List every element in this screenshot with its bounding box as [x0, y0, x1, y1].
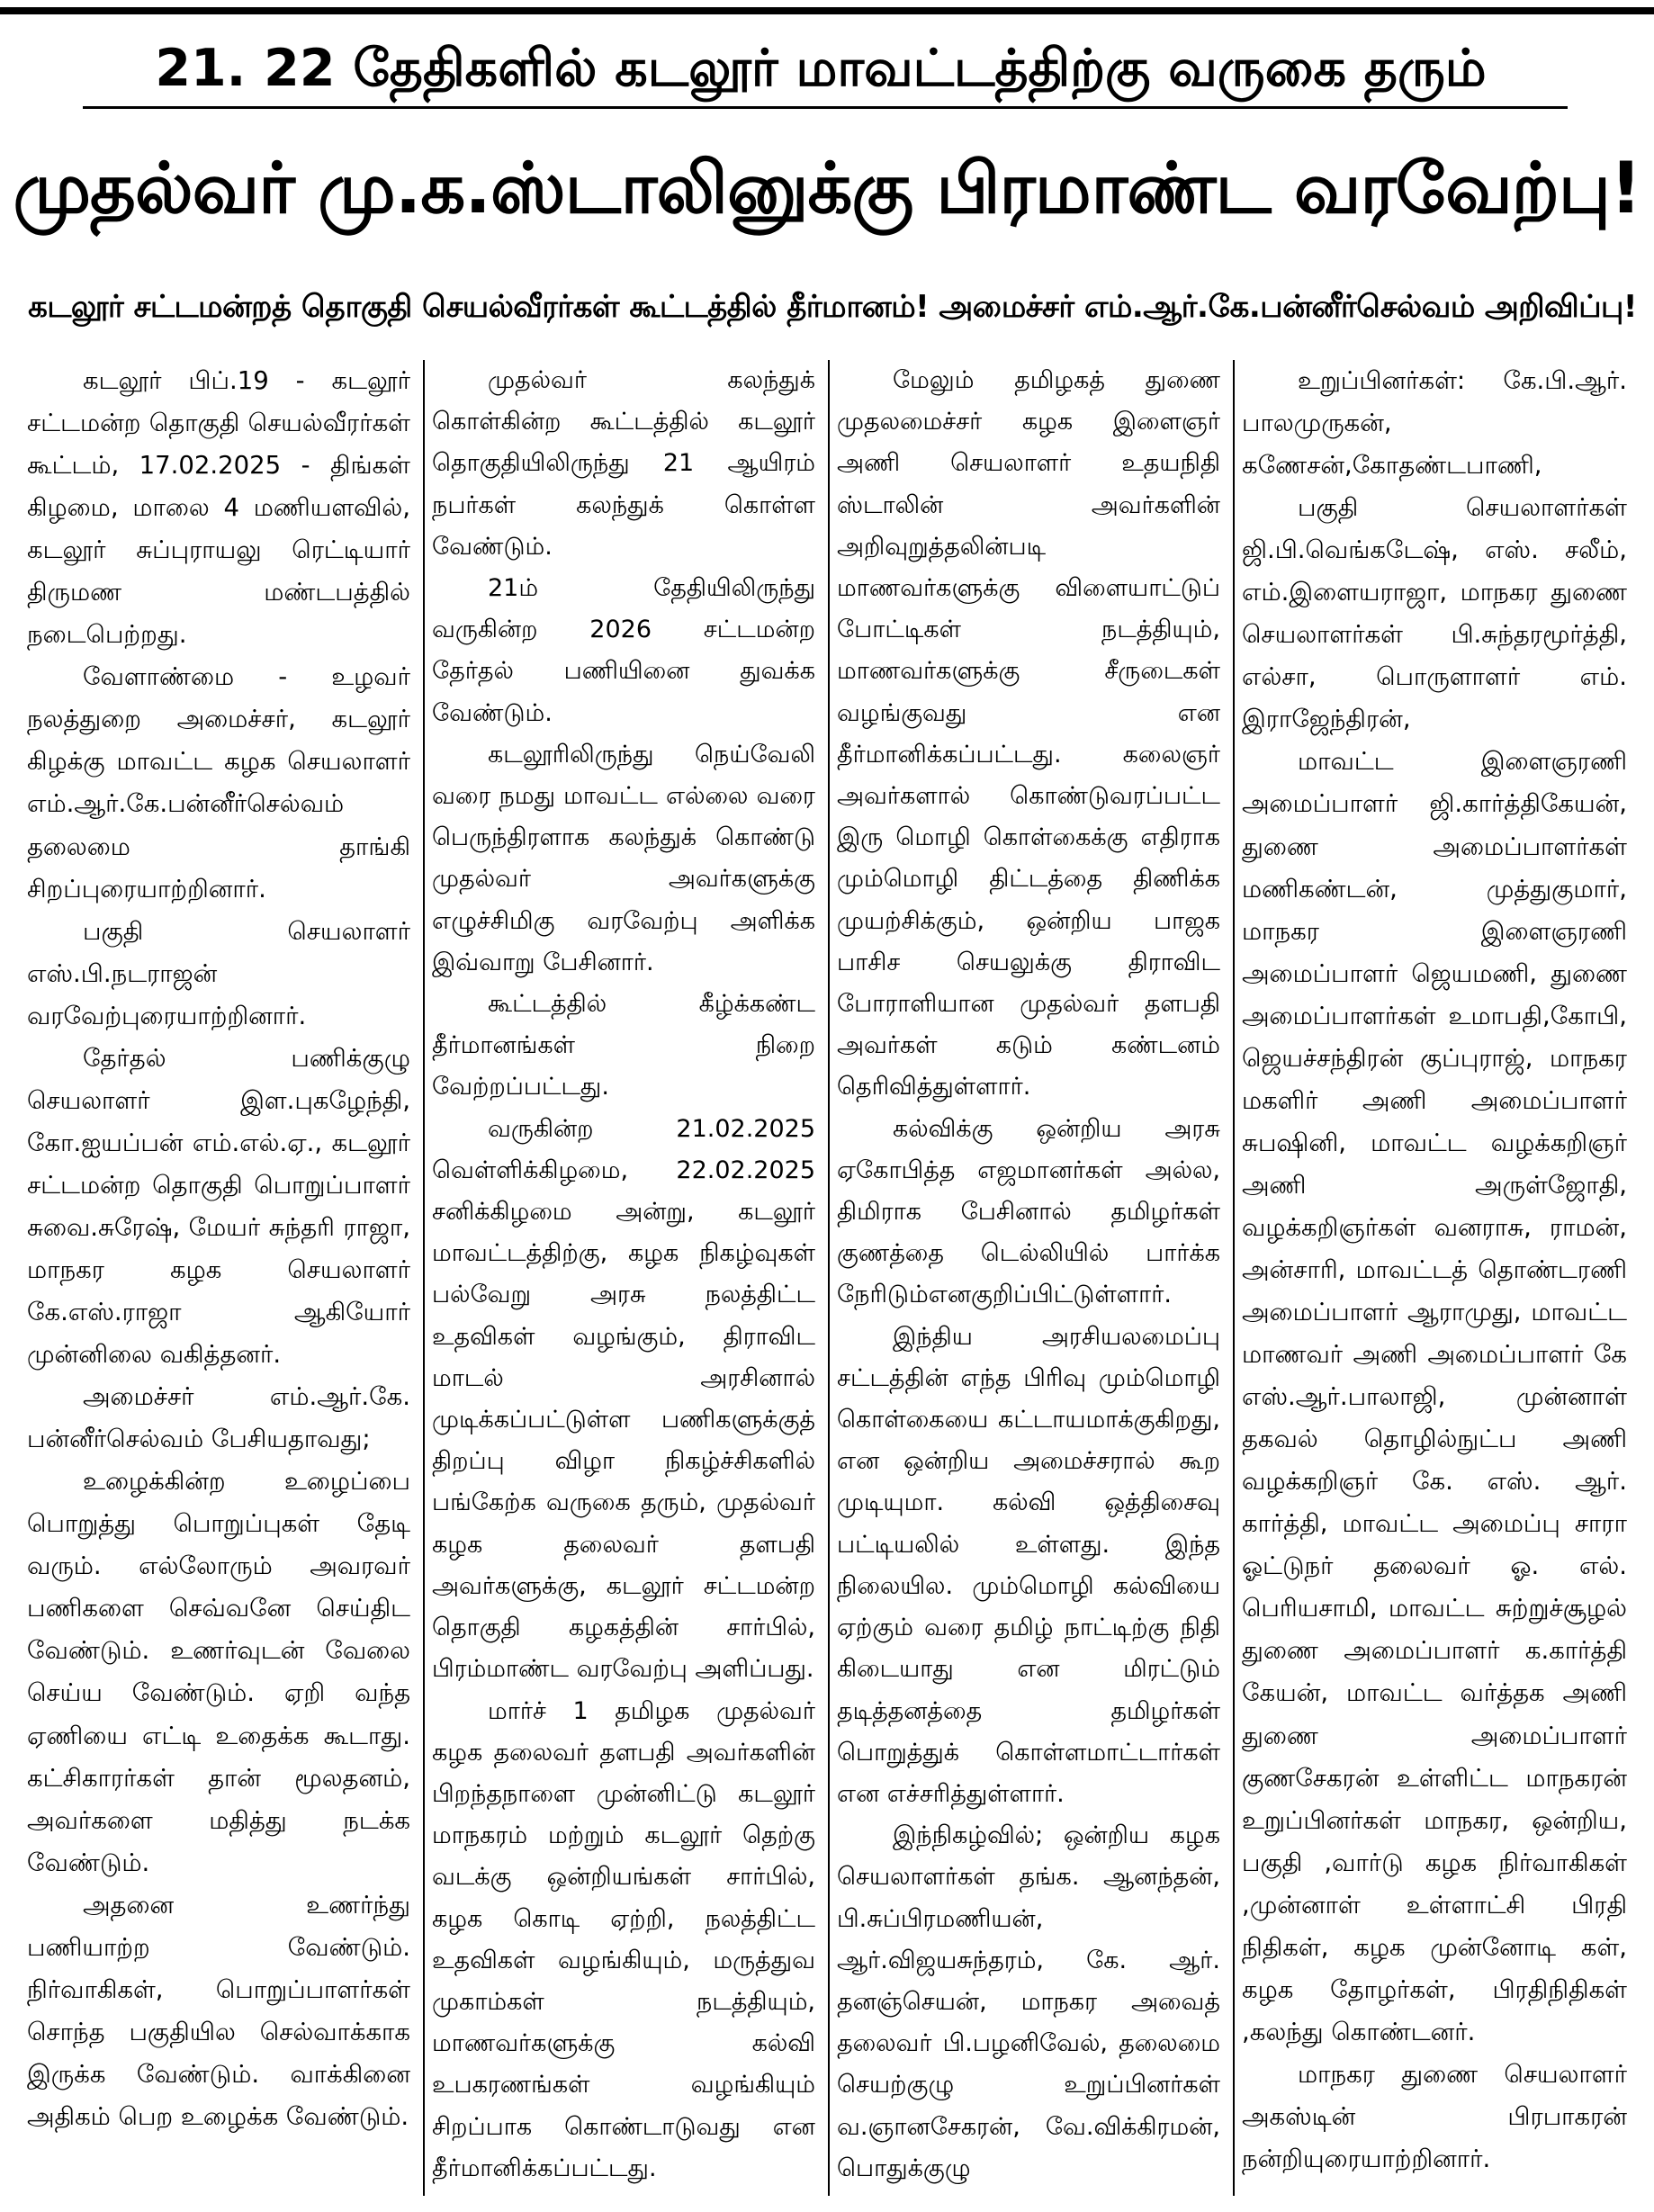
paragraph: மாவட்ட இளைஞரணி அமைப்பாளர் ஜி.கார்த்திகேயன், துணை அமைப்பாளர்கள் மணிகண்டன், முத்துகுமார், மாநகர இளைஞரணி அமைப்பாளர் ஜெயமணி, துணை அமைப்பாளர்கள் உமாபதி,கோபி, ஜெயச்சந்திரன் குப்புராஜ், மாநகர மகளிர் அணி அமைப்பாளர் சுபஷினி, மாவட்ட வழக்கறிஞர் அணி அருள்ஜோதி, வழக்கறிஞர்கள் வனராசு, ராமன், அன்சாரி, மாவட்டத் தொண்டரணி அமைப்பாளர் ஆராமுது, மாவட்ட மாணவர் அணி அமைப்பாளர் கே எஸ்.ஆர்.பாலாஜி, முன்னாள் தகவல் தொழில்நுட்ப அணி வழக்கறிஞர் கே. எஸ். ஆர். கார்த்தி, மாவட்ட அமைப்பு சாரா ஓட்டுநர் தலைவர் ஓ. எல். பெரியசாமி, மாவட்ட சுற்றுச்சூழல் துணை அமைப்பாளர் க.கார்த்தி கேயன், மாவட்ட வர்த்தக அணி துணை அமைப்பாளர் குணசேகரன் உள்ளிட்ட மாநகரன் உறுப்பினர்கள் மாநகர, ஒன்றிய, பகுதி ,வார்டு கழக நிர்வாகிகள் ,முன்னாள் உள்ளாட்சி பிரதி நிதிகள், கழக முன்னோடி கள், கழக தோழர்கள், பிரதிநிதிகள் ,கலந்து கொண்டனர். — [1242, 747, 1627, 2046]
paragraph: அமைச்சர் எம்.ஆர்.கே. பன்னீர்செல்வம் பேசியதாவது; — [27, 1382, 410, 1454]
paragraph: மாநகர துணை செயலாளர் அகஸ்டின் பிரபாகரன் நன்றியுரையாற்றினார். — [1242, 2059, 1627, 2173]
paragraph: உழைக்கின்ற உழைப்பை பொறுத்து பொறுப்புகள் தேடி வரும். எல்லோரும் அவரவர் பணிகளை செவ்வனே செய்திட வேண்டும். உணர்வுடன் வேலை செய்ய வேண்டும். ஏறி வந்த ஏணியை எட்டி உதைக்க கூடாது. கட்சிகாரர்கள் தான் மூலதனம், அவர்களை மதித்து நடக்க வேண்டும். — [27, 1467, 410, 1877]
paragraph: வருகின்ற 21.02.2025 வெள்ளிக்கிழமை, 22.02.2025 சனிக்கிழமை அன்று, கடலூர் மாவட்டத்திற்கு, கழக நிகழ்வுகள் பல்வேறு அரசு நலத்திட்ட உதவிகள் வழங்கும், திராவிட மாடல் அரசினால் முடிக்கப்பட்டுள்ள பணிகளுக்குத் திறப்பு விழா நிகழ்ச்சிகளில் பங்கேற்க வருகை தரும், முதல்வர் கழக தலைவர் தளபதி அவர்களுக்கு, கடலூர் சட்டமன்ற தொகுதி கழகத்தின் சார்பில், பிரம்மாண்ட வரவேற்பு அளிப்பது. — [432, 1114, 815, 1684]
paragraph: மார்ச் 1 தமிழக முதல்வர் கழக தலைவர் தளபதி அவர்களின் பிறந்தநாளை முன்னிட்டு கடலூர் மாநகரம் மற்றும் கடலூர் தெற்கு வடக்கு ஒன்றியங்கள் சார்பில், கழக கொடி ஏற்றி, நலத்திட்ட உதவிகள் வழங்கியும், மருத்துவ முகாம்கள் நடத்தியும், மாணவர்களுக்கு கல்வி உபகரணங்கள் வழங்கியும் சிறப்பாக கொண்டாடுவது என தீர்மானிக்கப்பட்டது. — [432, 1696, 815, 2182]
paragraph: தேர்தல் பணிக்குழு செயலாளர் இள.புகழேந்தி, கோ.ஐயப்பன் எம்.எல்.ஏ., கடலூர் சட்டமன்ற தொகுதி பொறுப்பாளர் சுவை.சுரேஷ், மேயர் சுந்தரி ராஜா, மாநகர கழக செயலாளர் கே.எஸ்.ராஜா ஆகியோர் முன்னிலை வகித்தனர். — [27, 1043, 410, 1370]
paragraph: அதனை உணர்ந்து பணியாற்ற வேண்டும். நிர்வாகிகள், பொறுப்பாளர்கள் சொந்த பகுதியில செல்வாக்காக இருக்க வேண்டும். வாக்கினை அதிகம் பெற உழைக்க வேண்டும். — [27, 1890, 410, 2131]
paragraph: கடலூர் பிப்.19 - கடலூர் சட்டமன்ற தொகுதி செயல்வீரர்கள் கூட்டம், 17.02.2025 - திங்கள் கிழமை, மாலை 4 மணியளவில், கடலூர் சுப்புராயலு ரெட்டியார் திருமண மண்டபத்தில் நடைபெற்றது. — [27, 366, 410, 650]
paragraph: கல்விக்கு ஒன்றிய அரசு ஏகோபித்த எஜமானர்கள் அல்ல, திமிராக பேசினால் தமிழர்கள் குணத்தை டெல்லியில் பார்க்க நேரிடும்எனகுறிப்பிட்டுள்ளார். — [837, 1114, 1220, 1309]
article-column-4 — [1235, 360, 1640, 2196]
top-border-line — [0, 7, 1654, 14]
main-headline: முதல்வர் மு.க.ஸ்டாலினுக்கு பிரமாண்ட வரவேற்பு! — [13, 148, 1641, 229]
paragraph: கூட்டத்தில் கீழ்க்கண்ட தீர்மானங்கள் நிறை வேற்றப்பட்டது. — [432, 990, 815, 1102]
paragraph: இந்நிகழ்வில்; ஒன்றிய கழக செயலாளர்கள் தங்க. ஆனந்தன், பி.சுப்பிரமணியன், ஆர்.விஜயசுந்தரம், கே. ஆர். தனஞ்செயன், மாநகர அவைத் தலைவர் பி.பழனிவேல், தலைமை செயற்குழு உறுப்பினர்கள் வ.ஞானசேகரன், வே.விக்கிரமன், பொதுக்குழு — [837, 1821, 1220, 2182]
paragraph: கடலூரிலிருந்து நெய்வேலி வரை நமது மாவட்ட எல்லை வரை பெருந்திரளாக கலந்துக் கொண்டு முதல்வர் அவர்களுக்கு எழுச்சிமிகு வரவேற்பு அளிக்க இவ்வாறு பேசினார். — [432, 740, 815, 976]
kicker-headline: 21. 22 தேதிகளில் கடலூர் மாவட்டத்திற்கு வருகை தரும் — [155, 39, 1487, 98]
paragraph: இந்திய அரசியலமைப்பு சட்டத்தின் எந்த பிரிவு மும்மொழி கொள்கையை கட்டாயமாக்குகிறது, என ஒன்றிய அமைச்சரால் கூற முடியுமா. கல்வி ஒத்திசைவு பட்டியலில் உள்ளது. இந்த நிலையில. மும்மொழி கல்வியை ஏற்கும் வரை தமிழ் நாட்டிற்கு நிதி கிடையாது என மிரட்டும் தடித்தனத்தை தமிழர்கள் பொறுத்துக் கொள்ளமாட்டார்கள் என எச்சரித்துள்ளார். — [837, 1322, 1220, 1808]
paragraph: 21ம் தேதியிலிருந்து வருகின்ற 2026 சட்டமன்ற தேர்தல் பணியினை துவக்க வேண்டும். — [432, 574, 815, 727]
paragraph: வேளாண்மை - உழவர் நலத்துறை அமைச்சர், கடலூர் கிழக்கு மாவட்ட கழக செயலாளர் எம்.ஆர்.கே.பன்னீர்செல்வம் தலைமை தாங்கி சிறப்புரையாற்றினார். — [27, 662, 410, 904]
paragraph: மேலும் தமிழகத் துணை முதலமைச்சர் கழக இளைஞர் அணி செயலாளர் உதயநிதி ஸ்டாலின் அவர்களின் அறிவுறுத்தலின்படி மாணவர்களுக்கு விளையாட்டுப் போட்டிகள் நடத்தியும், மாணவர்களுக்கு சீருடைகள் வழங்குவது என தீர்மானிக்கப்பட்டது. கலைஞர் அவர்களால் கொண்டுவரப்பட்ட இரு மொழி கொள்கைக்கு எதிராக மும்மொழி திட்டத்தை திணிக்க முயற்சிக்கும், ஒன்றிய பாஜக பாசிச செயலுக்கு திராவிட போராளியான முதல்வர் தளபதி அவர்கள் கடும் கண்டனம் தெரிவித்துள்ளார். — [837, 366, 1220, 1102]
kicker-underline — [83, 106, 1568, 109]
paragraph: முதல்வர் கலந்துக் கொள்கின்ற கூட்டத்தில் கடலூர் தொகுதியிலிருந்து 21 ஆயிரம் நபர்கள் கலந்துக் கொள்ள வேண்டும். — [432, 366, 815, 561]
article-column-2 — [425, 360, 830, 2196]
article-columns — [20, 360, 1640, 2196]
article-column-1 — [20, 360, 425, 2196]
paragraph: உறுப்பினர்கள்: கே.பி.ஆர். பாலமுருகன், கணேசன்,கோதண்டபாணி, — [1242, 366, 1627, 481]
paragraph: பகுதி செயலாளர் எஸ்.பி.நடராஜன் வரவேற்புரையாற்றினார். — [27, 916, 410, 1030]
sub-headline: கடலூர் சட்டமன்றத் தொகுதி செயல்வீரர்கள் கூட்டத்தில் தீர்மானம்! அமைச்சர் எம்.ஆர்.கே.பன்னீர்செல்வம் அறிவிப்பு! — [28, 289, 1637, 325]
article-column-3 — [830, 360, 1235, 2196]
paragraph: பகுதி செயலாளர்கள் ஜி.பி.வெங்கடேஷ், எஸ். சலீம், எம்.இளையராஜா, மாநகர துணை செயலாளர்கள் பி.சுந்தரமூர்த்தி, எல்சா, பொருளாளர் எம். இராஜேந்திரன், — [1242, 493, 1627, 734]
